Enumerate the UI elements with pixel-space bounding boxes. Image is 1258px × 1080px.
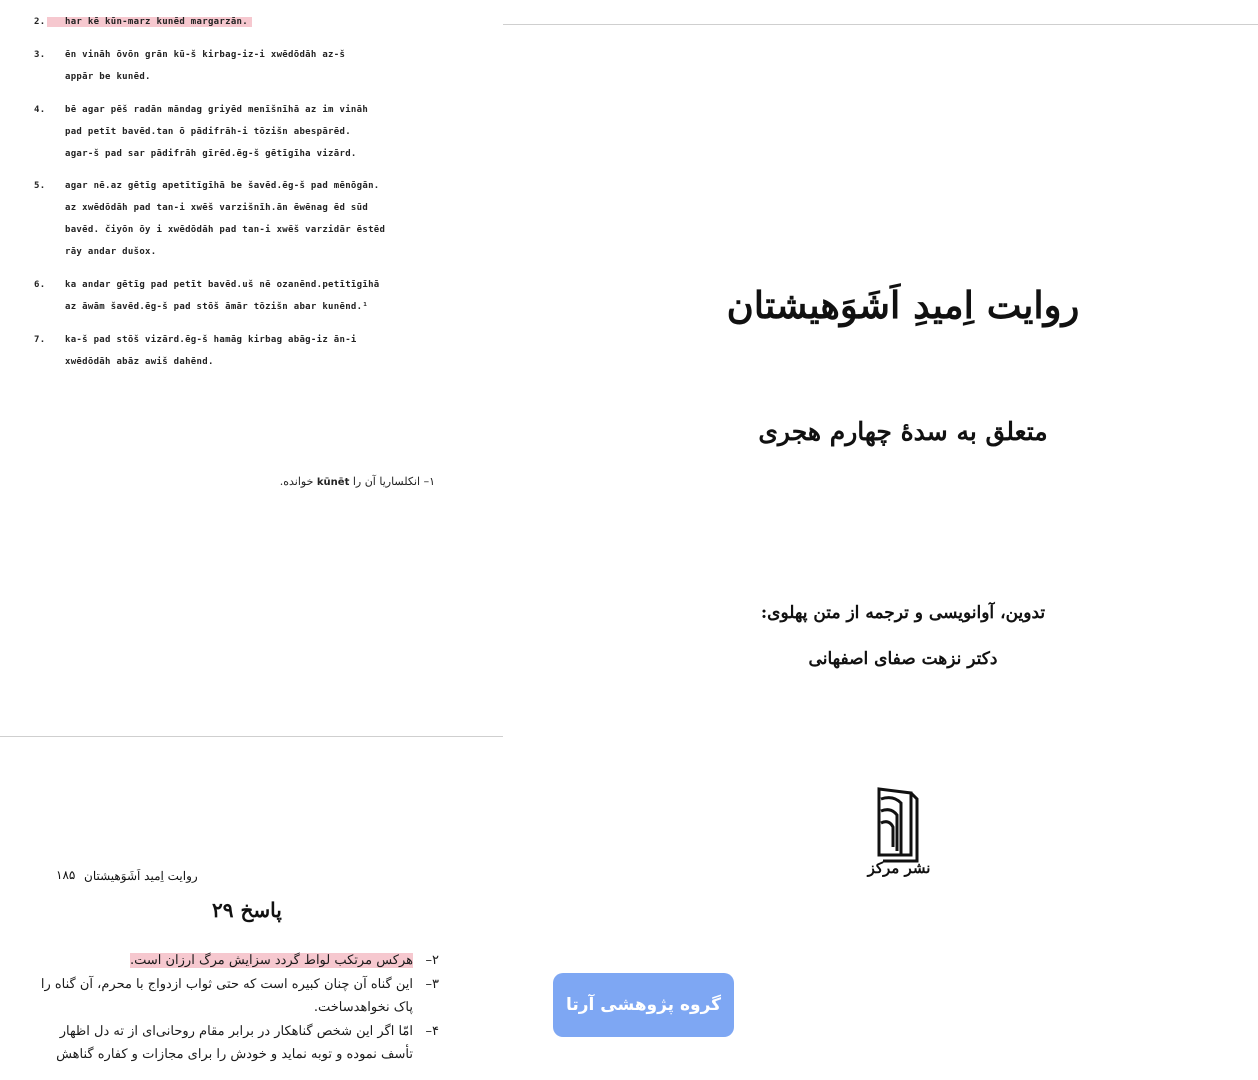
entry-line: bavēd. čiyōn ōy i xwēdōdāh pad tan-i xwēš varzidār ēstēd: [65, 225, 386, 235]
entry-line: ēn vināh ōvōn grān kū-š kirbag-iz-i xwēdōdāh az-š: [65, 50, 346, 60]
item-number: ۳–: [425, 977, 439, 992]
entry-line: ka andar gētīg pad petīt bavēd.uš nē ozanēnd.petītīgīhā: [65, 280, 380, 290]
entry-number: 7.: [34, 335, 46, 345]
entry-line: rāy andar dušox.: [65, 247, 157, 257]
author-name: دکتر نزهت صفای اصفهانی: [808, 649, 998, 669]
research-group-button[interactable]: گروه پژوهشی آرتا: [553, 973, 734, 1037]
entry-number: 3.: [34, 50, 46, 60]
entry-line: bē agar pēš radān māndag griyēd menīšnīhā az im vināh: [65, 105, 369, 115]
credit-label: تدوین، آوانویسی و ترجمه از متن پهلوی:: [760, 603, 1046, 623]
item-line: امّا اگر این شخص گناهکار در برابر مقام روحانی‌ای از ته دل اظهار: [59, 1024, 413, 1039]
footnote-term: kūnēt: [316, 477, 350, 488]
book-subtitle: متعلق به سدهٔ چهارم هجری: [758, 417, 1048, 446]
footnote-prefix: ۱– انکلساریا آن را: [352, 475, 435, 488]
title-page: [503, 25, 1258, 1080]
entry-line: agar-š pad sar pādifrāh gīrēd.ēg-š gētīgīha vizārd.: [65, 149, 357, 159]
item-line: تأسف نموده و توبه نماید و خودش را برای مجازات و کفاره گناهش: [56, 1047, 413, 1062]
item-number: ۴–: [425, 1024, 439, 1039]
entry-line: appār be kunēd.: [65, 72, 151, 82]
entry-number: 6.: [34, 280, 46, 290]
page-number: ۱۸۵: [56, 868, 76, 882]
publisher-name: نشر مرکز: [867, 859, 931, 877]
footnote: [280, 475, 435, 488]
translation-page: [0, 738, 503, 1080]
entry-number: 2.: [34, 17, 46, 27]
entry-line: agar nē.az gētīg apetītīgīhā be šavēd.ēg-š pad mēnōgān.: [65, 181, 380, 191]
footnote-suffix: خوانده.: [279, 475, 314, 488]
entry-line: pad petīt bavēd.tan ō pādifrāh-i tōzišn abespārēd.: [65, 127, 351, 137]
entry-number: 5.: [34, 181, 46, 191]
entry-number: 4.: [34, 105, 46, 115]
transcription-page: [0, 0, 503, 736]
item-line: هرکس مرتکب لواط گردد سزایش مرگ ارزان است.: [129, 953, 413, 968]
entry-line: xwēdōdāh abāz awiš dahēnd.: [65, 357, 214, 367]
entry-line: az xwēdōdāh pad tan-i xwēš varzišnīh.ān ēwēnag ēd sūd: [65, 203, 369, 213]
entry-line: ka-š pad stōš vizārd.ēg-š hamāg kirbag abāg-iz ān-i: [65, 335, 357, 345]
item-line: پاک نخواهدساخت.: [313, 1000, 413, 1015]
item-number: ۲–: [425, 953, 439, 968]
item-line: این گناه آن چنان کبیره است که حتی ثواب ازدواج با محرم، آن گناه را: [40, 977, 413, 992]
book-title: روایت اِمیدِ اَشَوَهیشتان: [726, 283, 1080, 327]
entry-line: har kē kūn-marz kunēd margarzān.: [47, 17, 252, 27]
running-header: روایت اِمید اَشَوَهیشتان: [84, 869, 198, 883]
entry-line: az āwām šavēd.ēg-š pad stōš āmār tōzišn abar kunēnd.¹: [65, 302, 369, 312]
section-title: پاسخ ۲۹: [212, 898, 282, 922]
